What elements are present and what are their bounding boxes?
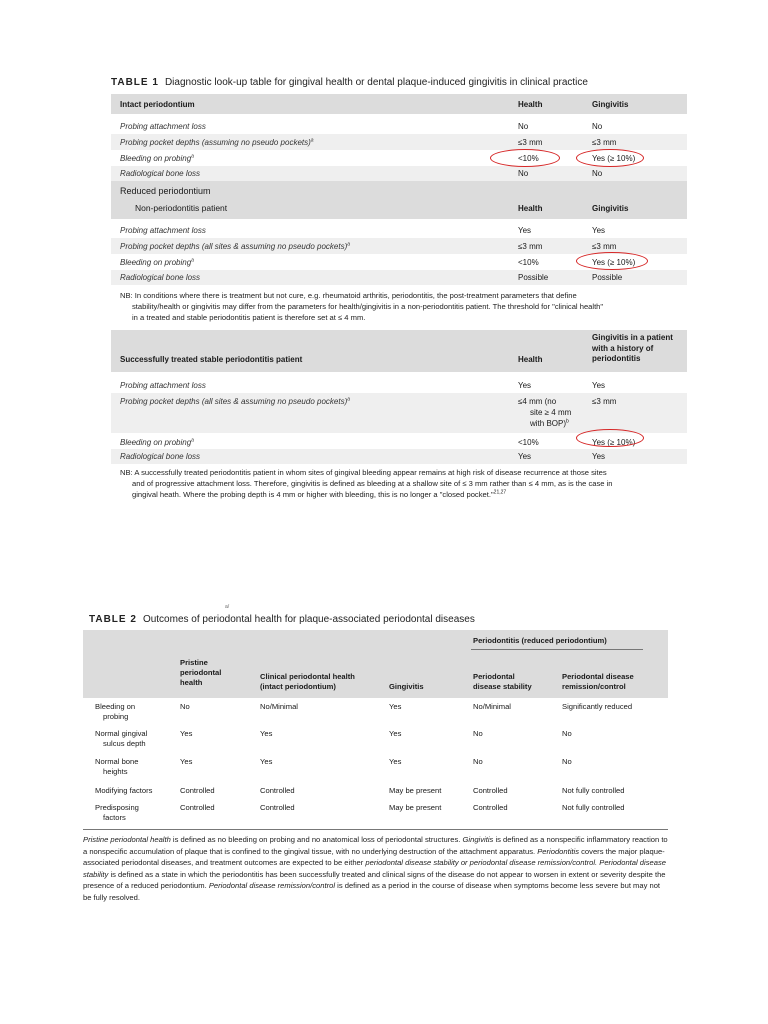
term: periodontal disease stability or periodontal disease remission/control. Periodontal disease stability [83, 858, 666, 879]
note-line [120, 489, 687, 500]
health-value: <10% [518, 438, 539, 447]
value-line-text: with BOP) [530, 419, 567, 428]
heading-line: Pristine [180, 658, 208, 667]
heading-line: remission/control [562, 682, 626, 691]
label-line: heights [103, 767, 128, 776]
note-line: NB: A successfully treated periodontitis patient in whom sites of gingival bleeding appear remains at high risk of disease recurrence at those sites [120, 468, 607, 477]
row-label-text: Bleeding on probing [120, 154, 192, 163]
health-value: Yes [518, 226, 532, 235]
term: Pristine periodontal health [83, 835, 171, 844]
note-line: and of progressive attachment loss. Therefore, gingivitis is defined as bleeding at a shallow site of ≤ 3 mm rather than ≤ 4 mm, as is the case in [132, 479, 613, 488]
row-label: Probing attachment loss [120, 226, 206, 235]
heading-line: periodontitis [592, 354, 641, 363]
column-heading-gingivitis [389, 682, 424, 692]
label-line: Normal bone [95, 757, 139, 766]
footnote-marker: a [347, 396, 351, 403]
row-label-text: Bleeding on probing [120, 258, 192, 267]
health-value: <10% [518, 154, 539, 163]
heading-line: Periodontal [473, 672, 515, 681]
cell: Significantly reduced [562, 702, 633, 711]
cell: No [473, 729, 483, 738]
cell: Yes [389, 729, 402, 738]
gingivitis-column-heading: Gingivitis [592, 100, 629, 109]
health-value: ≤3 mm [518, 242, 543, 251]
gingivitis-value: Yes [592, 452, 606, 461]
footnote-marker: a [191, 437, 194, 444]
table2 [83, 630, 668, 829]
row-label-text: Bleeding on probing [120, 438, 192, 447]
cell: Controlled [260, 786, 295, 795]
heading-line: Clinical periodontal health [260, 672, 355, 681]
cell: Yes [389, 702, 402, 711]
row-label [120, 241, 350, 252]
intact-periodontium-heading: Intact periodontium [120, 100, 195, 109]
annotation-circle [576, 429, 644, 447]
scan-mark: a/ [225, 604, 230, 610]
table-row [111, 378, 687, 393]
row-label-text: Probing pocket depths (assuming no pseudo pockets) [120, 138, 311, 147]
gingivitis-value: Yes (≥ 10%) [592, 438, 636, 447]
note-line: NB: In conditions where there is treatment but not cure, e.g. rheumatoid arthritis, periodontitis, the post-treatment parameters that define [120, 291, 577, 300]
heading-line: periodontal [180, 668, 222, 677]
annotation-circle [576, 149, 644, 167]
table-row [83, 786, 668, 803]
cell: Yes [180, 757, 193, 766]
note-text: is defined as no bleeding on probing and no anatomical loss of periodontal structures. [170, 835, 463, 844]
heading-line: (intact periodontium) [260, 682, 336, 691]
gingivitis-value: ≤3 mm [592, 397, 617, 406]
cell: Yes [389, 757, 402, 766]
term: Gingivitis [462, 835, 494, 844]
table-row [111, 119, 687, 134]
table1-treated-note [111, 464, 687, 500]
label-line: Bleeding on [95, 702, 136, 711]
cell: Not fully controlled [562, 803, 625, 812]
cell: Controlled [260, 803, 295, 812]
gingivitis-value: Yes [592, 226, 606, 235]
row-label [120, 437, 194, 448]
row-label [120, 396, 350, 407]
health-value: ≤3 mm [518, 138, 543, 147]
gingivitis-value: Yes (≥ 10%) [592, 258, 636, 267]
row-label: Probing attachment loss [120, 122, 206, 131]
table1-label: TABLE 1 [111, 77, 159, 88]
table-row [111, 134, 687, 150]
health-column-heading: Health [518, 100, 543, 109]
row-label: Radiological bone loss [120, 273, 201, 282]
value-line: ≤4 mm (no [518, 397, 557, 406]
table1-intact-header-row [111, 94, 687, 114]
note-text: covers the major plaque-associated periodontal diseases, and treatment outcomes are expected to be either [83, 846, 665, 867]
column-heading-clinical-health [260, 672, 355, 692]
footnote-marker: a [191, 153, 194, 160]
cell: May be present [389, 803, 442, 812]
table-row [83, 729, 668, 757]
health-column-heading: Health [518, 204, 543, 213]
footnote-marker: a [191, 257, 194, 264]
non-periodontitis-subheading: Non-periodontitis patient [135, 203, 228, 213]
reference-marker: 21,27 [493, 489, 507, 496]
health-value: Possible [518, 273, 549, 282]
cell: May be present [389, 786, 442, 795]
heading-line: health [180, 678, 203, 687]
table2-label: TABLE 2 [89, 614, 137, 625]
note-text: is defined as a state in which the periodontitis has been successfully treated and clinical signs of the disease do not appear to worsen in extent or severity despite the presence of a reduced periodontium. [83, 869, 666, 890]
heading-line: Gingivitis in a patient [592, 333, 673, 342]
label-line: sulcus depth [103, 739, 146, 748]
table1-reduced-note [111, 285, 687, 330]
cell: No/Minimal [473, 702, 511, 711]
footnote-marker: a [310, 137, 314, 144]
cell: Yes [260, 729, 273, 738]
table-row [111, 393, 687, 433]
term: Periodontitis [537, 846, 580, 856]
gingivitis-value: Yes (≥ 10%) [592, 154, 636, 163]
label-line: factors [103, 813, 126, 822]
table1-title: Diagnostic look-up table for gingival health or dental plaque-induced gingivitis in clinical practice [164, 77, 588, 88]
gingivitis-value: ≤3 mm [592, 138, 617, 147]
table2-footnote [83, 834, 668, 903]
gingivitis-value: ≤3 mm [592, 242, 617, 251]
cell: Controlled [473, 786, 508, 795]
cell: Controlled [180, 786, 215, 795]
table-row [111, 270, 687, 285]
table2-title: Outcomes of periodontal health for plaque-associated periodontal diseases [142, 614, 475, 625]
label-line: Modifying factors [95, 786, 153, 795]
table-row [111, 449, 687, 464]
cell: No [473, 757, 483, 766]
table-row [83, 702, 668, 729]
row-label-text: Probing pocket depths (all sites & assuming no pseudo pockets) [120, 242, 348, 251]
periodontitis-group-heading: Periodontitis (reduced periodontium) [473, 636, 607, 645]
value-line: site ≥ 4 mm [530, 408, 572, 417]
annotation-circle [490, 149, 560, 167]
term: Periodontal disease remission/control [208, 881, 336, 890]
health-value: Yes [518, 381, 532, 390]
gingivitis-value: Possible [592, 273, 623, 282]
gingivitis-value: No [592, 122, 603, 131]
column-heading-stability [473, 672, 532, 692]
heading-line: with a history of [592, 343, 654, 353]
cell: No/Minimal [260, 702, 298, 711]
row-label [95, 803, 139, 823]
health-value: <10% [518, 258, 539, 267]
note-line-text: gingival heath. Where the probing depth is 4 mm or higher with bleeding, this is no longer a "closed pocket." [132, 490, 494, 499]
annotation-circle [576, 252, 648, 270]
row-label [95, 757, 138, 777]
health-value: Yes [518, 452, 532, 461]
table-row [111, 166, 687, 181]
cell: Not fully controlled [562, 786, 625, 795]
gingivitis-value: No [592, 169, 603, 178]
row-label [120, 137, 314, 148]
row-label: Radiological bone loss [120, 169, 201, 178]
reduced-periodontium-heading: Reduced periodontium [120, 186, 211, 196]
heading-line: disease stability [473, 682, 532, 691]
cell: Yes [180, 729, 193, 738]
table-row [83, 757, 668, 786]
cell: No [562, 729, 572, 738]
cell: Controlled [473, 803, 508, 812]
table1-reduced-header-row [111, 181, 687, 219]
note-line: stability/health or gingivitis may differ from the parameters for health/gingivitis in a non-periodontitis patient. The threshold for "clinical health" [132, 302, 604, 311]
row-label: Probing attachment loss [120, 381, 206, 390]
table2-caption [89, 614, 475, 625]
row-label [95, 729, 147, 749]
health-value [518, 396, 571, 429]
label-line: probing [103, 712, 129, 721]
health-value: No [518, 169, 529, 178]
health-value: No [518, 122, 529, 131]
cell: Yes [260, 757, 273, 766]
gingivitis-history-column-heading [592, 333, 673, 365]
row-label [95, 702, 135, 722]
row-label-text: Probing pocket depths (all sites & assuming no pseudo pockets) [120, 397, 348, 406]
note-line: in a treated and stable periodontitis patient is therefore set at ≤ 4 mm. [132, 313, 366, 322]
footnote-marker: a [347, 241, 351, 248]
table-row [111, 223, 687, 238]
row-label [120, 153, 194, 164]
table1-treated-header-row [111, 330, 687, 372]
cell: No [562, 757, 572, 766]
cell: No [180, 702, 190, 711]
row-label [95, 786, 152, 796]
group-underline [471, 649, 643, 650]
table1-caption [111, 77, 588, 88]
column-heading-pristine [180, 658, 221, 688]
heading-line: Periodontal disease [562, 672, 634, 681]
row-label [120, 257, 194, 268]
table-row [83, 803, 668, 829]
label-line: Predisposing [95, 803, 139, 812]
table2-bottom-rule [83, 829, 668, 830]
table2-header-band [83, 630, 668, 698]
treated-periodontitis-heading: Successfully treated stable periodontitis patient [120, 355, 303, 364]
heading-line: Gingivitis [389, 682, 424, 691]
column-heading-remission [562, 672, 634, 692]
note-text: is defined as a nonspecific inflammatory reaction to a nonspecific accumulation of plaque that is confined to the gingival tissue, with no underlying destruction of the attachment apparatus. [83, 835, 668, 856]
gingivitis-column-heading: Gingivitis [592, 204, 629, 213]
cell: Controlled [180, 803, 215, 812]
value-line [518, 418, 571, 429]
label-line: Normal gingival [95, 729, 148, 738]
gingivitis-value: Yes [592, 381, 606, 390]
note-text: is defined as a period in the course of disease when symptoms become less severe but may not be fully resolved. [83, 881, 661, 902]
health-column-heading: Health [518, 355, 543, 364]
row-label: Radiological bone loss [120, 452, 201, 461]
footnote-marker: b [566, 418, 569, 425]
